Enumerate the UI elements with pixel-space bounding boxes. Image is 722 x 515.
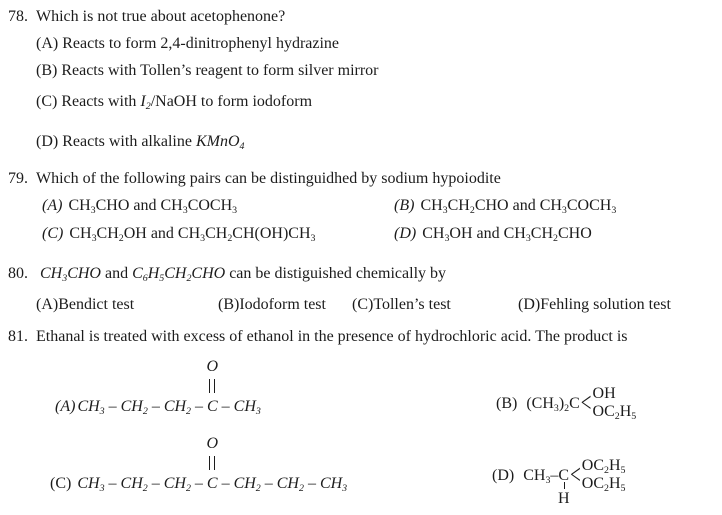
q78-option-d-pre: Reacts with alkaline bbox=[58, 133, 196, 150]
q78-number: 78. bbox=[8, 8, 28, 25]
ethoxy-group: $OC_2H_5$ bbox=[581, 457, 626, 477]
q81-option-d-base bbox=[523, 466, 570, 507]
carbon-atom: C bbox=[207, 398, 218, 415]
q80-option-c: (C)Tollen’s test bbox=[352, 296, 451, 313]
q80-number: 80. bbox=[8, 265, 28, 282]
ethoxy-group: $OC_2H_5$ bbox=[592, 403, 637, 423]
q80-formula-1: $CH_3CHO$ bbox=[40, 265, 101, 285]
q78-option-c-pre: Reacts with bbox=[57, 93, 141, 110]
carbon-atom: C bbox=[206, 475, 218, 492]
q81-option-b-base: $(CH_3)_2C$ bbox=[526, 394, 580, 414]
q81-option-c-chain1: $CH_3 - CH_2 - CH_2$ – bbox=[77, 475, 207, 495]
carbonyl-carbon bbox=[206, 435, 218, 493]
q79-option-a bbox=[42, 196, 237, 215]
carbonyl-carbon bbox=[206, 358, 219, 416]
hydrogen-atom: H bbox=[557, 489, 570, 507]
q78-option-c-post: /NaOH to form iodoform bbox=[150, 93, 313, 110]
q78-option-c bbox=[36, 92, 312, 111]
kmno4-formula: KMnO$_4$ bbox=[195, 133, 245, 153]
oxygen-atom: O bbox=[206, 435, 218, 452]
ethoxy-group: $OC_2H_5$ bbox=[581, 475, 626, 495]
q80-post-text: can be distiguished chemically by bbox=[225, 265, 447, 282]
q79-option-d bbox=[394, 224, 592, 243]
q81-number: 81. bbox=[8, 328, 28, 345]
double-bond-icon bbox=[209, 379, 215, 393]
q79-option-c-label: (C) bbox=[42, 225, 64, 242]
q81-option-a-chain2: – $CH_3$ bbox=[217, 398, 261, 418]
q81-option-b bbox=[496, 385, 636, 421]
q78-option-d bbox=[36, 132, 244, 151]
q81-option-b-branches bbox=[593, 385, 637, 421]
hydroxyl-group: OH bbox=[592, 385, 616, 402]
q78-option-a: (A) Reacts to form 2,4-dinitrophenyl hydrazine bbox=[36, 35, 340, 52]
q79-option-c-formula: $CH_3CH_2OH$ and $CH_3CH_2CH(OH)CH_3$ bbox=[69, 225, 316, 245]
q79-option-a-formula: $CH_3CHO$ and $CH_3COCH_3$ bbox=[68, 197, 238, 217]
q78-question: Which is not true about acetophenone? bbox=[36, 8, 286, 25]
q81-question: Ethanal is treated with excess of ethanol in the presence of hydrochloric acid. The product is bbox=[36, 328, 628, 345]
q80-mid-text: and bbox=[100, 265, 133, 282]
q79-question: Which of the following pairs can be distinguidhed by sodium hypoiodite bbox=[36, 170, 501, 187]
iodine-formula: $I_2$ bbox=[140, 93, 151, 113]
q81-option-c-chain2: – $CH_2 - CH_2 - CH_3$ bbox=[217, 475, 348, 495]
q78-option-c-label: (C) bbox=[36, 93, 58, 110]
carbon-atom: C bbox=[558, 466, 570, 484]
q81-option-b-label: (B) bbox=[496, 394, 518, 412]
branch-angle-icon: < bbox=[570, 459, 581, 491]
q81-option-d-branches bbox=[582, 457, 626, 493]
q79-option-b-label: (B) bbox=[394, 197, 415, 214]
q81-option-d bbox=[492, 457, 626, 507]
central-carbon bbox=[557, 466, 570, 507]
q81-option-a bbox=[55, 358, 261, 418]
oxygen-atom: O bbox=[206, 358, 219, 375]
q79-option-b-formula: $CH_3CH_2CHO$ and $CH_3COCH_3$ bbox=[420, 197, 617, 217]
q80-option-d: (D)Fehling solution test bbox=[518, 296, 671, 313]
q80-option-b: (B)Iodoform test bbox=[218, 296, 326, 313]
branch-angle-icon: < bbox=[580, 387, 592, 419]
q79-option-a-label: (A) bbox=[42, 197, 63, 214]
q79-option-b bbox=[394, 196, 616, 215]
q81-option-c-label: (C) bbox=[50, 475, 72, 492]
q81-option-a-chain1: $CH_3 - CH_2 - CH_2$ – bbox=[77, 398, 207, 418]
q79-option-d-formula: $CH_3OH$ and $CH_3CH_2CHO$ bbox=[422, 225, 592, 245]
q81-option-c bbox=[50, 435, 348, 495]
single-bond-icon bbox=[564, 482, 565, 489]
q80-option-a: (A)Bendict test bbox=[36, 296, 135, 313]
q81-option-d-label: (D) bbox=[492, 466, 515, 484]
q79-number: 79. bbox=[8, 170, 28, 187]
double-bond-icon bbox=[209, 456, 215, 470]
q80-question bbox=[40, 264, 446, 283]
q81-option-a-label: (A) bbox=[55, 398, 76, 415]
q79-option-c bbox=[42, 224, 315, 243]
q79-option-d-label: (D) bbox=[394, 225, 417, 242]
q78-option-d-label: (D) bbox=[36, 133, 59, 150]
methyl-group: $CH_3-$ bbox=[523, 466, 559, 486]
q80-formula-2: $C_6H_5CH_2CHO$ bbox=[132, 265, 226, 285]
q78-option-b: (B) Reacts with Tollen’s reagent to form silver mirror bbox=[36, 62, 379, 79]
